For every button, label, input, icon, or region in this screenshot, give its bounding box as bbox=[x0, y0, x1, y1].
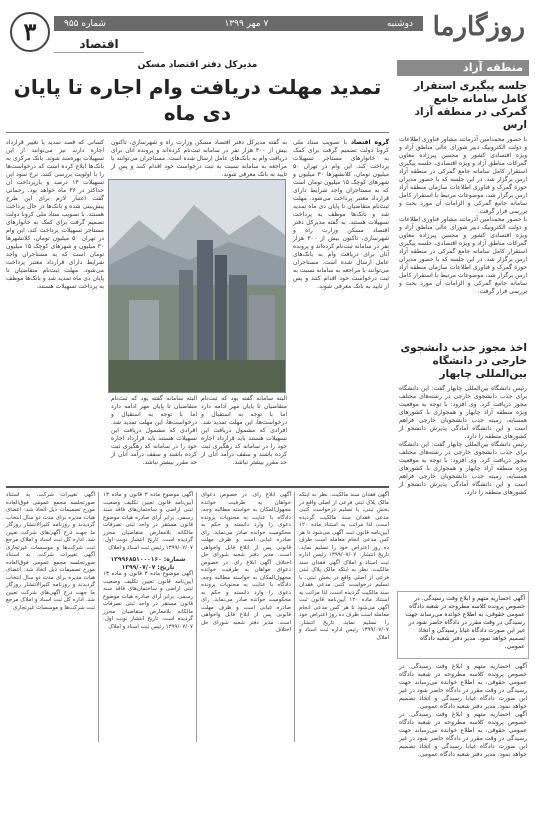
notice-divider-2 bbox=[196, 492, 197, 742]
sidebar-story1-title[interactable]: جلسه پیگیری استقرار کامل سامانه جامع گمرکی در منطقه آزاد ارس bbox=[414, 80, 527, 131]
notice-4-text: آگهی تغییرات شرکت. به استناد صورتجلسه مجمع عمومی فوق‌العاده مورخ تصمیمات ذیل اتخاذ شد: اعضای هیات مدیره برای مدت دو سال انتخاب گردیدند و روزنامه کثیرالانتشار روزگار ما جهت درج آگهی‌های شرکت تعیین شد. اداره کل ثبت اسناد و املاک مرجع ثبت شرکت‌ها و موسسات غیرتجاری bbox=[6, 492, 95, 551]
main-article bbox=[6, 60, 389, 501]
article-col-3-text: البته سامانه گفته بود که ثبت‌نام متقاضیان تا پایان مهر ادامه دارد اما با توجه به استقبال و درخواست‌ها، این مهلت تمدید شد. افرادی که مشمول دریافت این تسهیلات هستند باید قرارداد اجاره خود را در سامانه کد رهگیری ثبت کرده باشند و سقف درآمد آنان از حد مقرر بیشتر نباشد. bbox=[201, 395, 287, 466]
article-headline[interactable]: تمدید مهلت دریافت وام اجاره تا پایان دی ماه bbox=[13, 75, 382, 125]
notice-2-text-cont: آگهی ابلاغ رای. در خصوص دعوای خواهان به طرفیت خوانده مجهول‌المکان به خواسته مطالبه وجه، دادگاه با عنایت به محتویات پرونده دعوی را وارد دانسته و حکم به محکومیت خوانده صادر می‌نماید. رای صادره غیابی است و ظرف مهلت قانونی پس از ابلاغ قابل واخواهی است. مدیر دفتر شعبه شورای حل اختلاف bbox=[201, 559, 291, 633]
masthead bbox=[6, 6, 529, 50]
issue-bar bbox=[54, 16, 423, 31]
page-number: ۳ bbox=[10, 12, 50, 52]
sidebar-notice2 bbox=[399, 663, 527, 813]
newspaper-logo[interactable]: روزگارما bbox=[432, 12, 525, 42]
article-kicker: مدیرکل دفتر اقتصاد مسکن bbox=[137, 60, 258, 70]
sidebar-banner: منطقه آزاد bbox=[397, 60, 529, 76]
article-col-2-top bbox=[111, 139, 287, 177]
notice-4 bbox=[6, 492, 95, 742]
notice-3 bbox=[103, 492, 193, 742]
sidebar-story2-text: رئیس دانشگاه بین‌المللی چابهار گفت: این دانشگاه برای جذب دانشجوی خارجی در رشته‌های مختلف مجوز دریافت کرد. وی افزود: با توجه به موقعیت ویژه منطقه آزاد چابهار و همجواری با کشورهای همسایه، زمینه جذب دانشجویان خارجی فراهم است و این دانشگاه آمادگی پذیرش دانشجو از کشورهای منطقه را دارد. bbox=[399, 385, 527, 440]
notice-divider-1 bbox=[294, 492, 295, 742]
article-col-1-text-cont: به گفته مدیرکل دفتر اقتصاد مسکن وزارت راه و شهرسازی، تاکنون بیش از ۳۰۰ هزار نفر در سامانه ثبت‌نام کرده‌اند و پرونده آنان برای دریافت وام به بانک‌های عامل ارسال شده است. مستاجران می‌توانند با مراجعه به سامانه نسبت به ثبت درخواست خود اقدام کنند و پس از تایید به بانک معرفی شوند. bbox=[293, 219, 389, 290]
article-col-3b-text: البته سامانه گفته بود که ثبت‌نام متقاضیان تا پایان مهر ادامه دارد اما با توجه به استقبال و درخواست‌ها، این مهلت تمدید شد. افرادی که مشمول دریافت این تسهیلات هستند باید قرارداد اجاره خود را در سامانه کد رهگیری ثبت کرده باشند و سقف درآمد آنان از حد مقرر بیشتر نباشد. bbox=[111, 395, 197, 466]
sidebar-story1-text-cont: با حضور محمدامین آذرمانند مشاور فناوری اطلاعات و دولت الکترونیک دبیر شورای عالی مناطق آزاد و ویژه اقتصادی کشور و محسن پیرزاده معاون گمرکات مناطق آزاد و ویژه اقتصادی، جلسه پیگیری استقرار کامل سامانه جامع گمرکی در منطقه آزاد ارس برگزار شد. در این جلسه که با حضور مدیران حوزه گمرک و فناوری اطلاعات سازمان منطقه آزاد ارس برگزار شد، موضوعات مرتبط با استقرار کامل سامانه جامع گمرکی و الزامات آن مورد بحث و بررسی قرار گرفت. bbox=[399, 216, 527, 295]
article-col-2-text: به گفته مدیرکل دفتر اقتصاد مسکن وزارت راه و شهرسازی، تاکنون بیش از ۳۰۰ هزار نفر در سامانه ثبت‌نام کرده‌اند و پرونده آنان برای دریافت وام به بانک‌های عامل ارسال شده است. مستاجران می‌توانند با مراجعه به سامانه نسبت به ثبت درخواست خود اقدام کنند و پس از تایید به بانک معرفی شوند. bbox=[111, 139, 287, 178]
issue-day: دوشنبه bbox=[386, 18, 413, 29]
notice-2 bbox=[201, 492, 291, 742]
sidebar-notice bbox=[397, 591, 529, 659]
skyline-image bbox=[109, 180, 285, 392]
notice-1 bbox=[299, 492, 389, 742]
sidebar-story2-body bbox=[399, 385, 527, 585]
notice-divider-3 bbox=[98, 492, 99, 742]
sidebar-story2-title[interactable]: اخذ مجوز جذب دانشجوی خارجی در دانشگاه بین‌المللی چابهار bbox=[400, 342, 527, 380]
notice-3-stamp: شماره: ۱۳۹۹۶۸۵۱۰۰۰۱۶۰ تاریخ: ۱۳۹۹/۰۷/۰۷ bbox=[110, 556, 186, 571]
article-col-1 bbox=[293, 139, 389, 501]
issue-date: ۷ مهر ۱۳۹۹ bbox=[224, 18, 269, 29]
sidebar-story1-text: با حضور محمدامین آذرمانند مشاور فناوری اطلاعات و دولت الکترونیک دبیر شورای عالی مناطق آزاد و ویژه اقتصادی کشور و محسن پیرزاده معاون گمرکات مناطق آزاد و ویژه اقتصادی، جلسه پیگیری استقرار کامل سامانه جامع گمرکی در منطقه آزاد ارس برگزار شد. در این جلسه که با حضور مدیران حوزه گمرک و فناوری اطلاعات سازمان منطقه آزاد ارس برگزار شد، موضوعات مرتبط با استقرار کامل سامانه جامع گمرکی و الزامات آن مورد بحث و بررسی قرار گرفت. bbox=[399, 136, 527, 215]
legal-notices-band bbox=[6, 486, 389, 746]
headline-rule bbox=[6, 132, 389, 133]
notice-3-text-cont: آگهی موضوع ماده ۳ قانون و ماده ۱۳ آیین‌نامه قانون تعیین تکلیف وضعیت ثبتی اراضی و ساختمان‌های فاقد سند رسمی. برابر آرای صادره هیات موضوع قانون مستقر در واحد ثبتی تصرفات مالکانه بلامعارض متقاضیان محرز گردیده است. تاریخ انتشار نوبت اول: ۱۳۹۹/۰۷/۰۷ رئیس ثبت اسناد و املاک bbox=[103, 571, 194, 630]
article-columns bbox=[6, 139, 389, 501]
sidebar-notice-text: آگهی احضاریه متهم و ابلاغ وقت رسیدگی. در خصوص پرونده کلاسه مطروحه در شعبه دادگاه عمومی حقوقی، به اطلاع خوانده می‌رساند جهت رسیدگی در وقت مقرر در دادگاه حاضر شود در غیر این صورت دادگاه غیابا رسیدگی و اتخاذ تصمیم خواهد نمود. مدیر دفتر شعبه دادگاه عمومی. bbox=[405, 595, 525, 650]
article-col-4 bbox=[6, 139, 104, 501]
notice-3-text: آگهی موضوع ماده ۳ قانون و ماده ۱۳ آیین‌نامه قانون تعیین تکلیف وضعیت ثبتی اراضی و ساختمان‌های فاقد سند رسمی. برابر آرای صادره هیات موضوع قانون مستقر در واحد ثبتی تصرفات مالکانه بلامعارض متقاضیان محرز گردیده است. تاریخ انتشار نوبت اول: ۱۳۹۹/۰۷/۰۷ رئیس ثبت اسناد و املاک bbox=[103, 492, 194, 551]
sidebar-notice2-text-cont: آگهی احضاریه متهم و ابلاغ وقت رسیدگی. در خصوص پرونده کلاسه مطروحه در شعبه دادگاه عمومی حقوقی، به اطلاع خوانده می‌رساند جهت رسیدگی در وقت مقرر در دادگاه حاضر شود در غیر این صورت دادگاه غیابا رسیدگی و اتخاذ تصمیم خواهد نمود. مدیر دفتر شعبه دادگاه عمومی. bbox=[399, 711, 527, 758]
article-col-1-text: با تصویب ستاد ملی کرونا دولت تصمیم گرفت برای کمک به خانوارهای مستاجر تسهیلات پرداخت کند. این وام در تهران ۵۰ میلیون تومان، کلانشهرها ۳۰ میلیون و شهرهای کوچک ۱۵ میلیون تومان است که به مستاجران واجد شرایط دارای قرارداد معتبر پرداخت می‌شود. مهلت ثبت‌نام متقاضیان تا پایان دی ماه تمدید شد و بانک‌ها موظف به پرداخت تسهیلات هستند. bbox=[293, 139, 389, 226]
sidebar-column bbox=[397, 60, 529, 758]
article-lead-label: گروه اقتصاد bbox=[350, 139, 389, 146]
notice-1-text-cont: آگهی فقدان سند مالکیت. نظر به اینکه مالک پلاک ثبتی فرعی از اصلی واقع در بخش ثبتی، با تسلیم درخواست کتبی مدعی فقدان سند مالکیت گردیده است، لذا مراتب به استناد ماده ۱۲۰ آیین‌نامه قانون ثبت آگهی می‌شود تا هر کس مدعی انجام معامله است ظرف ده روز اعتراض خود را تسلیم نماید. تاریخ انتشار: ۱۳۹۹/۰۷/۰۷ رئیس اداره ثبت اسناد و املاک bbox=[299, 559, 389, 641]
notice-4-text-cont: آگهی تغییرات شرکت. به استناد صورتجلسه مجمع عمومی فوق‌العاده مورخ تصمیمات ذیل اتخاذ شد: اعضای هیات مدیره برای مدت دو سال انتخاب گردیدند و روزنامه کثیرالانتشار روزگار ما جهت درج آگهی‌های شرکت تعیین شد. اداره کل ثبت اسناد و املاک مرجع ثبت شرکت‌ها و موسسات غیرتجاری bbox=[6, 552, 95, 611]
issue-number: شماره ۹۵۵ bbox=[64, 18, 106, 29]
sidebar-notice2-text: آگهی احضاریه متهم و ابلاغ وقت رسیدگی. در خصوص پرونده کلاسه مطروحه در شعبه دادگاه عمومی حقوقی، به اطلاع خوانده می‌رساند جهت رسیدگی در وقت مقرر در دادگاه حاضر شود در غیر این صورت دادگاه غیابا رسیدگی و اتخاذ تصمیم خواهد نمود. مدیر دفتر شعبه دادگاه عمومی. bbox=[399, 663, 527, 710]
city-skyline-photo bbox=[108, 179, 286, 393]
article-col-4-text: کسانی که قصد تمدید یا تغییر قرارداد اجاره دارند نیز می‌توانند از این تسهیلات بهره‌مند شوند. بانک مرکزی به بانک‌ها ابلاغ کرده است که درخواست‌ها را با اولویت بررسی کنند. نرخ سود این تسهیلات ۱۳ درصد و بازپرداخت آن حداکثر در ۳۶ ماه خواهد بود. رحمانی گفت اعتبار لازم برای این طرح پیش‌بینی شده و بانک‌ها در حال پرداخت هستند. bbox=[6, 139, 105, 218]
notice-2-text: آگهی ابلاغ رای. در خصوص دعوای خواهان به طرفیت خوانده مجهول‌المکان به خواسته مطالبه وجه، دادگاه با عنایت به محتویات پرونده دعوی را وارد دانسته و حکم به محکومیت خوانده صادر می‌نماید. رای صادره غیابی است و ظرف مهلت قانونی پس از ابلاغ قابل واخواهی است. مدیر دفتر شعبه شورای حل اختلاف bbox=[201, 492, 291, 566]
section-title: اقتصاد bbox=[54, 36, 144, 53]
notice-1-text: آگهی فقدان سند مالکیت. نظر به اینکه مالک پلاک ثبتی فرعی از اصلی واقع در بخش ثبتی، با تسلیم درخواست کتبی مدعی فقدان سند مالکیت گردیده است، لذا مراتب به استناد ماده ۱۲۰ آیین‌نامه قانون ثبت آگهی می‌شود تا هر کس مدعی انجام معامله است ظرف ده روز اعتراض خود را تسلیم نماید. تاریخ انتشار: ۱۳۹۹/۰۷/۰۷ رئیس اداره ثبت اسناد و املاک bbox=[299, 492, 389, 566]
sidebar-story2-text-cont: رئیس دانشگاه بین‌المللی چابهار گفت: این دانشگاه برای جذب دانشجوی خارجی در رشته‌های مختلف مجوز دریافت کرد. وی افزود: با توجه به موقعیت ویژه منطقه آزاد چابهار و همجواری با کشورهای همسایه، زمینه جذب دانشجویان خارجی فراهم است و این دانشگاه آمادگی پذیرش دانشجو از کشورهای منطقه را دارد. bbox=[399, 441, 527, 496]
article-col-4-text-cont: با تصویب ستاد ملی کرونا دولت تصمیم گرفت برای کمک به خانوارهای مستاجر تسهیلات پرداخت کند. این وام در تهران ۵۰ میلیون تومان، کلانشهرها ۳۰ میلیون و شهرهای کوچک ۱۵ میلیون تومان است که به مستاجران واجد شرایط دارای قرارداد معتبر پرداخت می‌شود. مهلت ثبت‌نام متقاضیان تا پایان دی ماه تمدید شد و بانک‌ها موظف به پرداخت تسهیلات هستند. bbox=[6, 211, 105, 290]
sidebar-story1-body bbox=[399, 136, 527, 336]
